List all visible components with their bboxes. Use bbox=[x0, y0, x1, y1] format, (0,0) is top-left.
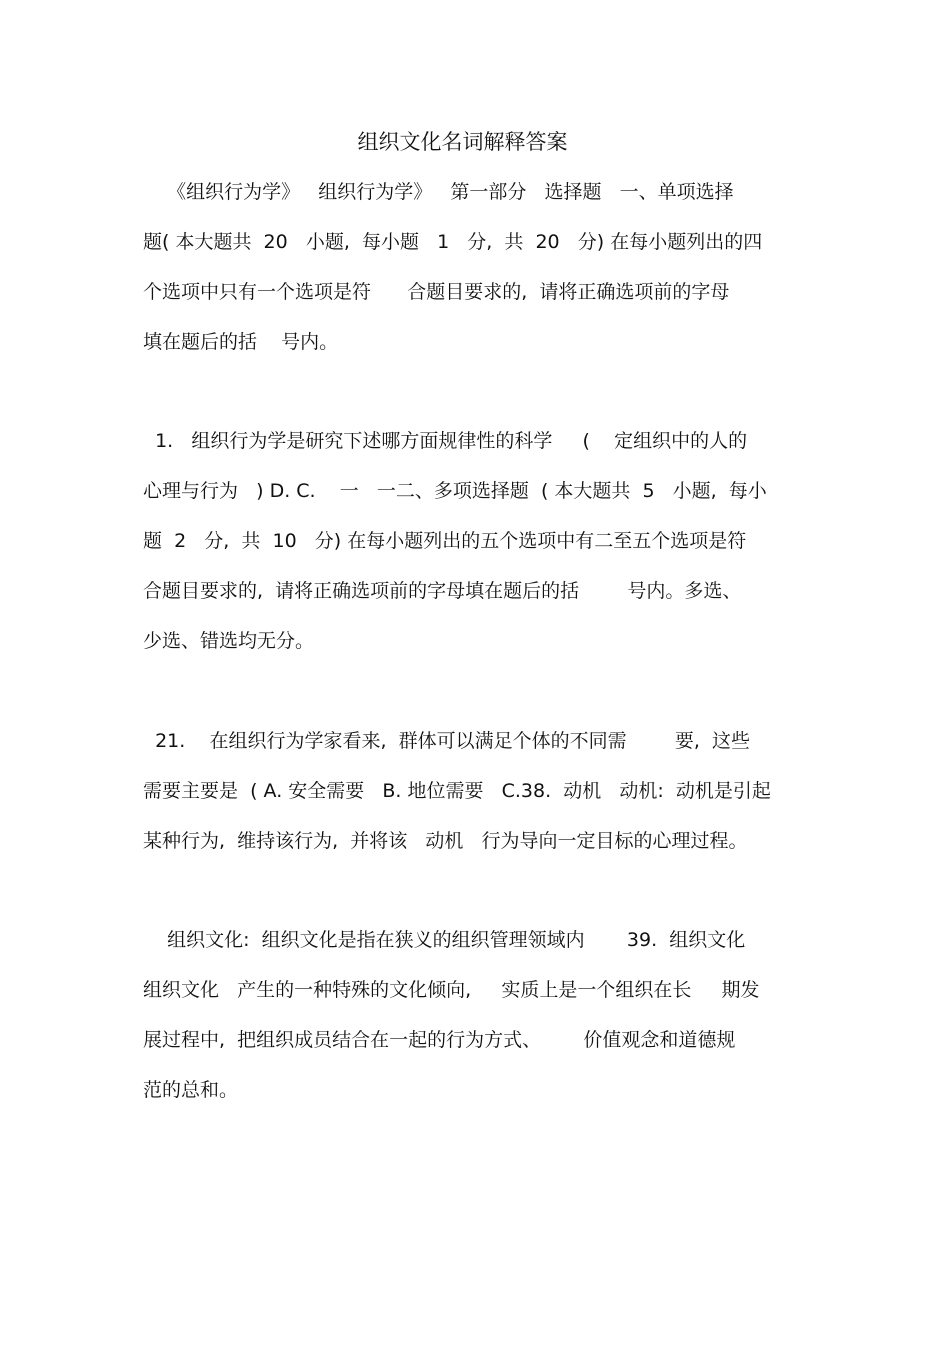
text-line: 组织文化: 组织文化是指在狭义的组织管理领域内 39. 组织文化 bbox=[143, 929, 746, 951]
text-line: 范的总和。 bbox=[143, 1079, 239, 1101]
text-line: 《组织行为学》 组织行为学》 第一部分 选择题 一、单项选择 bbox=[143, 181, 734, 203]
text-line: 21. 在组织行为学家看来, 群体可以满足个体的不同需 要, 这些 bbox=[143, 730, 751, 752]
text-line: 题 2 分, 共 10 分) 在每小题列出的五个选项中有二至五个选项是符 bbox=[143, 530, 747, 552]
text-line: 某种行为, 维持该行为, 并将该 动机 行为导向一定目标的心理过程。 bbox=[143, 830, 748, 852]
text-line: 题( 本大题共 20 小题, 每小题 1 分, 共 20 分) 在每小题列出的四 bbox=[143, 231, 763, 253]
text-line: 组织文化 产生的一种特殊的文化倾向, 实质上是一个组织在长 期发 bbox=[143, 979, 760, 1001]
text-line: 1. 组织行为学是研究下述哪方面规律性的科学 ( 定组织中的人的 bbox=[143, 430, 748, 452]
text-line: 填在题后的括 号内。 bbox=[143, 331, 339, 353]
text-line: 个选项中只有一个选项是符 合题目要求的, 请将正确选项前的字母 bbox=[143, 281, 730, 303]
document-title: 组织文化名词解释答案 bbox=[357, 130, 568, 154]
text-line: 展过程中, 把组织成员结合在一起的行为方式、 价值观念和道德规 bbox=[143, 1029, 736, 1051]
text-line: 少选、错选均无分。 bbox=[143, 630, 315, 652]
text-line: 心理与行为 ) D. C. 一 一二、多项选择题 ( 本大题共 5 小题, 每小 bbox=[143, 480, 767, 502]
text-line: 需要主要是 ( A. 安全需要 B. 地位需要 C.38. 动机 动机: 动机是引起 bbox=[143, 780, 771, 802]
text-line: 合题目要求的, 请将正确选项前的字母填在题后的括 号内。多选、 bbox=[143, 580, 742, 602]
